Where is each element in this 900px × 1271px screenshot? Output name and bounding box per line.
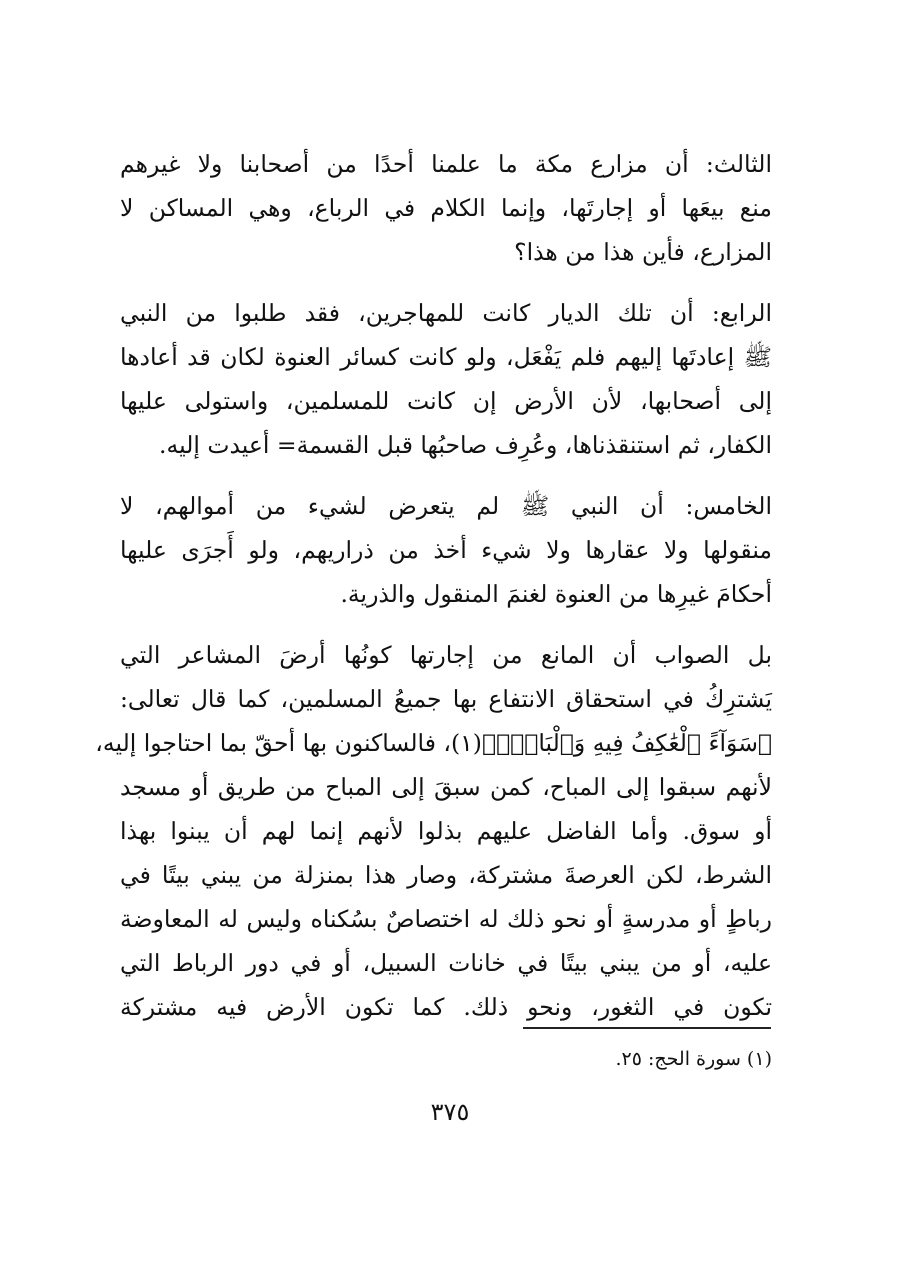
- paragraph-correct-view: [95, 633, 772, 1029]
- text-line: عليه، أو من يبني بيتًا في خانات السبيل، أو في دور الرباط التي: [120, 949, 772, 977]
- text-line: الكفار، ثم استنقذناها، وعُرِف صاحبُها قبل القسمة= أعيدت إليه.: [159, 431, 772, 459]
- text-line: بل الصواب أن المانع من إجارتها كونُها أرضَ المشاعر التي: [120, 641, 772, 669]
- text-line: منع بيعَها أو إجارتَها، وإنما الكلام في الرباع، وهي المساكن لا: [120, 194, 772, 222]
- footnote: (١) سورة الحج: ٢٥.: [615, 1048, 772, 1070]
- text-line: يَشترِكُ في استحقاق الانتفاع بها جميعُ المسلمين، كما قال تعالى:: [120, 685, 772, 713]
- quran-quote-line: ﴿سَوَآءً ٱلْعَٰكِفُ فِيهِ وَٱلْبَادِۚ﴾(١)، فالساكنون بها أحقّ بما احتاجوا إليه،: [95, 729, 772, 757]
- text-line: إلى أصحابها، لأن الأرض إن كانت للمسلمين، واستولى عليها: [120, 387, 772, 415]
- text-line: أو سوق. وأما الفاضل عليهم بذلوا لأنهم إنما لهم أن يبنوا بهذا: [120, 817, 772, 845]
- page-number: ٣٧٥: [430, 1098, 470, 1126]
- text-line: المزارع، فأين هذا من هذا؟: [514, 238, 772, 266]
- text-line: الخامس: أن النبي ﷺ لم يتعرض لشيء من أموالهم، لا: [120, 492, 772, 520]
- paragraph-fifth: [120, 484, 772, 616]
- text-line: تكون في الثغور، ونحو ذلك. كما تكون الأرض فيه مشتركة: [120, 993, 772, 1021]
- text-line: أحكامَ غيرِها من العنوة لغنمَ المنقول والذرية.: [340, 580, 772, 608]
- text-line: ﷺ إعادتَها إليهم فلم يَفْعَل، ولو كانت كسائر العنوة لكان قد أعادها: [120, 343, 772, 371]
- text-line: الرابع: أن تلك الديار كانت للمهاجرين، فقد طلبوا من النبي: [120, 299, 772, 327]
- text-line: لأنهم سبقوا إلى المباح، كمن سبقَ إلى المباح من طريق أو مسجد: [120, 773, 772, 801]
- text-line: رباطٍ أو مدرسةٍ أو نحو ذلك له اختصاصٌ بسُكناه وليس له المعاوضة: [120, 905, 772, 933]
- text-line: الثالث: أن مزارع مكة ما علمنا أحدًا من أصحابنا ولا غيرهم: [120, 150, 772, 178]
- text-line: الشرط، لكن العرصةَ مشتركة، وصار هذا بمنزلة من يبني بيتًا في: [120, 861, 772, 889]
- paragraph-fourth: [120, 291, 772, 467]
- footnote-divider: [523, 1027, 771, 1029]
- paragraph-third: [120, 142, 772, 274]
- text-line: منقولها ولا عقارها ولا شيء أخذ من ذراريهم، ولو أَجرَى عليها: [120, 536, 772, 564]
- main-text: [95, 142, 772, 1029]
